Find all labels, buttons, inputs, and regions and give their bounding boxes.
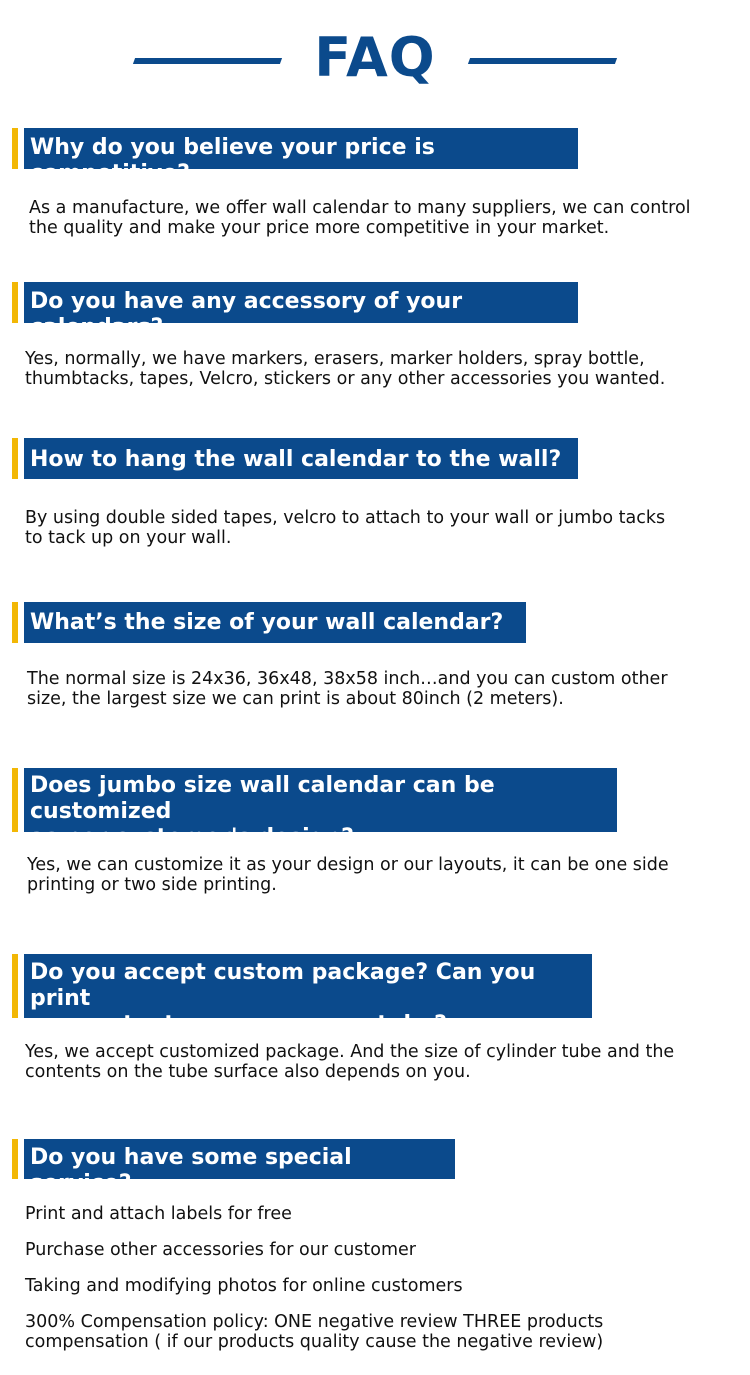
question-text: Do you have some special service? [30, 1145, 352, 1196]
question-accent [12, 768, 18, 832]
question-accent [12, 954, 18, 1018]
service-item-compensation: 300% Compensation policy: ONE negative review THREE products compensation ( if our products quality cause the negative review) [25, 1312, 604, 1352]
faq-question-price [12, 128, 578, 186]
question-text: What’s the size of your wall calendar? [30, 610, 504, 635]
faq-answer-hang: By using double sided tapes, velcro to attach to your wall or jumbo tacks to tack up on your wall. [25, 508, 666, 548]
faq-answer-price: As a manufacture, we offer wall calendar to many suppliers, we can control the quality and make your price more competitive in your market. [29, 198, 691, 238]
question-text: Why do you believe your price is competitive? [30, 135, 435, 186]
header-rule-right [468, 58, 617, 64]
faq-question-size [12, 602, 526, 643]
service-item-accessories: Purchase other accessories for our customer [25, 1240, 416, 1260]
question-text: Does jumbo size wall calendar can be customized as per customer's design? [30, 773, 495, 850]
faq-answer-customize: Yes, we can customize it as your design or our layouts, it can be one side printing or two side printing. [27, 855, 669, 895]
service-item-labels: Print and attach labels for free [25, 1204, 292, 1224]
faq-answer-package: Yes, we accept customized package. And the size of cylinder tube and the contents on the tube surface also depends on you. [25, 1042, 675, 1082]
faq-question-customize [12, 768, 617, 850]
faq-question-package [12, 954, 592, 1037]
question-text: Do you have any accessory of your calendars? [30, 289, 463, 340]
question-accent [12, 1139, 18, 1179]
faq-question-hang [12, 438, 578, 479]
page-title: FAQ [314, 26, 436, 89]
question-text: How to hang the wall calendar to the wall? [30, 447, 562, 472]
question-accent [12, 602, 18, 643]
question-text: Do you accept custom package? Can you print our contents on your paper tube? [30, 960, 536, 1037]
faq-answer-size: The normal size is 24x36, 36x48, 38x58 inch…and you can custom other size, the largest size we can print is about 80inch (2 meters). [27, 669, 668, 709]
service-item-photos: Taking and modifying photos for online customers [25, 1276, 463, 1296]
question-accent [12, 128, 18, 169]
faq-question-accessory [12, 282, 578, 340]
question-accent [12, 282, 18, 323]
faq-header [0, 28, 750, 90]
question-accent [12, 438, 18, 479]
faq-question-service [12, 1139, 455, 1196]
faq-answer-accessory: Yes, normally, we have markers, erasers, marker holders, spray bottle, thumbtacks, tapes, Velcro, stickers or any other accessories you wanted. [25, 349, 666, 389]
